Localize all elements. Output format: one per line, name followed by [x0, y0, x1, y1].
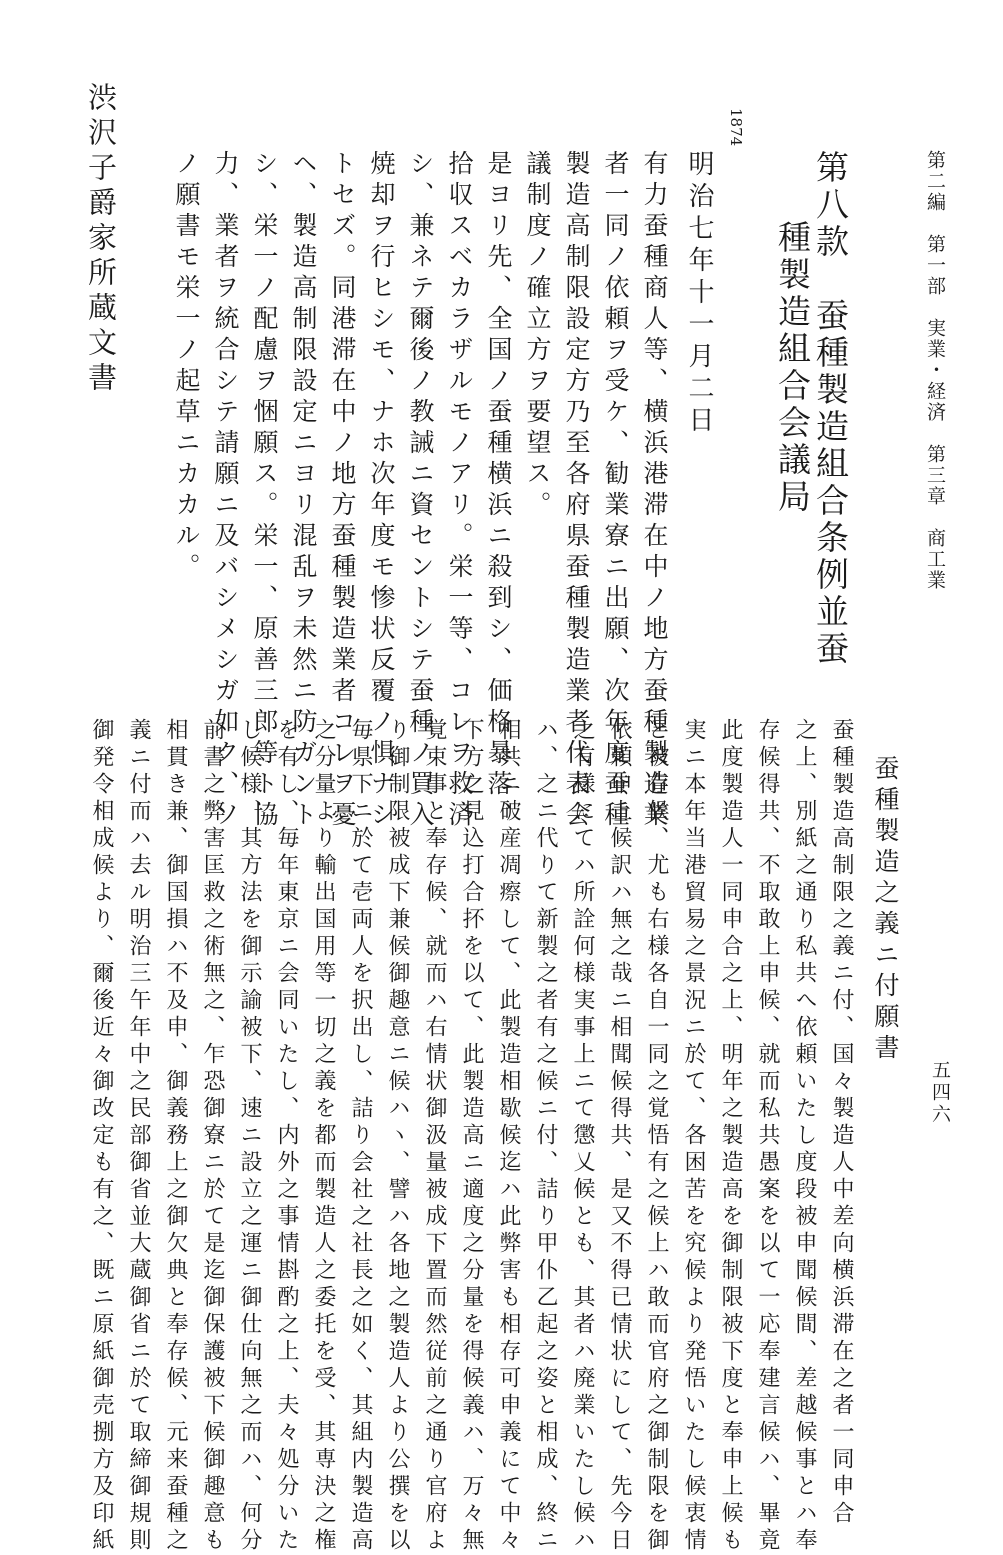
document-line: 相貫き兼、御国損ハ不及申、御義務上之御欠典と奉存候、元来蚕種之	[163, 718, 188, 1555]
summary-line: ノ願書モ栄一ノ起草ニカカル。	[172, 150, 201, 584]
summary-line: 者一同ノ依頼ヲ受ケ、勧業寮ニ出願、次年度蚕種	[601, 150, 630, 832]
summary-line: 力、業者ヲ統合シテ請願ニ及バシメシガ如ク、ソ	[211, 150, 240, 832]
document-line: 実ニ本年当港貿易之景況ニ於て、各困苦を究候より発悟いたし候衷情	[681, 718, 706, 1555]
document-line: 此度製造人一同申合之上、明年之製造高を御制限被下度と奉申上候も	[718, 718, 743, 1555]
source-citation: 渋沢子爵家所蔵文書	[84, 82, 118, 397]
section-title-line-2: 種製造組合会議局	[773, 220, 812, 516]
entry-date: 明治七年十一月二日	[684, 150, 714, 438]
summary-line: 有力蚕種商人等、横浜港滞在中ノ地方蚕種製造業	[640, 150, 669, 832]
summary-line: 是ヨリ先、全国ノ蚕種横浜ニ殺到シ、価格暴落、	[484, 150, 513, 832]
summary-line: 製造高制限設定方乃至各府県蚕種製造業者代表会	[562, 150, 591, 832]
document-line: 毎県下ニ於て壱両人を択出し、詰り会社之社長之如く、其組内製造高	[348, 718, 373, 1555]
document-line: 下方之見込打合抔を以て、此製造高ニ適度之分量を得候義ハ、万々無	[459, 718, 484, 1555]
document-line: 相共ニ破産凋瘵して、此製造相歇候迄ハ此弊害も相存可申義にて中々	[496, 718, 521, 1555]
summary-line: トセズ。同港滞在中ノ地方蚕種製造業者コレヲ憂	[328, 150, 357, 832]
document-line: 蚕種製造高制限之義ニ付、国々製造人中差向横浜滞在之者一同申合	[829, 718, 854, 1528]
document-line: 前書之弊害匡救之術無之、乍恐御寮ニ於て是迄御保護被下候御趣意も	[200, 718, 225, 1555]
summary-line: 拾収スベカラザルモノアリ。栄一等、コレヲ救済	[445, 150, 474, 832]
summary-line: シ、兼ネテ爾後ノ教誡ニ資セントシテ蚕種ノ買入	[406, 150, 435, 832]
document-line: 御発令相成候より、爾後近々御改定も有之、既ニ原紙御売捌方及印紙	[89, 718, 114, 1555]
running-header: 第二編 第一部 実業・経済 第三章 商工業	[924, 150, 946, 591]
document-line: 依頼申上候訳ハ無之哉ニ相聞候得共、是又不得已情状にして、先今日	[607, 718, 632, 1555]
document-line: し候様、其方法を御示諭被下、速ニ設立之運ニ御仕向無之而ハ、何分	[237, 718, 262, 1555]
document-title: 蚕種製造之義ニ付願書	[871, 755, 900, 1065]
document-line: 義ニ付而ハ去ル明治三午年中之民部御省並大蔵御省ニ於て取締御規則	[126, 718, 151, 1555]
document-line: 覚束事と奉存候、就而ハ右情状御汲量被成下置而然従前之通り官府よ	[422, 718, 447, 1555]
document-line: 之上、別紙之通り私共へ依頼いたし度段被申聞候間、差越候事とハ奉	[792, 718, 817, 1555]
document-line: ハ、之ニ代りて新製之者有之候ニ付、詰り甲仆乙起之姿と相成、終ニ	[533, 718, 558, 1555]
document-line: 之分量より輸出国用等一切之義を都而製造人之委托を受、其専決之権	[311, 718, 336, 1555]
document-line: と被存候、尤も右様各自一同之覚悟有之候上ハ敢而官府之御制限を御	[644, 718, 669, 1555]
page-number: 五四六	[929, 1060, 951, 1126]
document-line: 存候得共、不取敢上申候、就而私共愚案を以て一応奉建言候ハ、畢竟	[755, 718, 780, 1555]
document-line: り御制限被成下兼候御趣意ニ候ハヽ、譬ハ各地之製造人より公撰を以	[385, 718, 410, 1555]
document-line: を有し、毎年東京ニ会同いたし、内外之事情斟酌之上、夫々処分いた	[274, 718, 299, 1555]
summary-line: 焼却ヲ行ヒシモ、ナホ次年度モ惨状反覆ノ惧ナシ	[367, 150, 396, 832]
western-year-note: 1874	[727, 108, 745, 147]
document-line: 之有様にてハ所詮何様実事上ニて懲乂候とも、其者ハ廃業いたし候ハ	[570, 718, 595, 1555]
summary-line: ヘ、製造高制限設定ニヨリ混乱ヲ未然ニ防ガント	[289, 150, 318, 832]
section-title-line-1: 第八款 蚕種製造組合条例並蚕	[811, 150, 850, 668]
summary-line: シ、栄一ノ配慮ヲ悃願ス。栄一、原善三郎等ト協	[250, 150, 279, 832]
summary-line: 議制度ノ確立方ヲ要望ス。	[523, 150, 552, 522]
